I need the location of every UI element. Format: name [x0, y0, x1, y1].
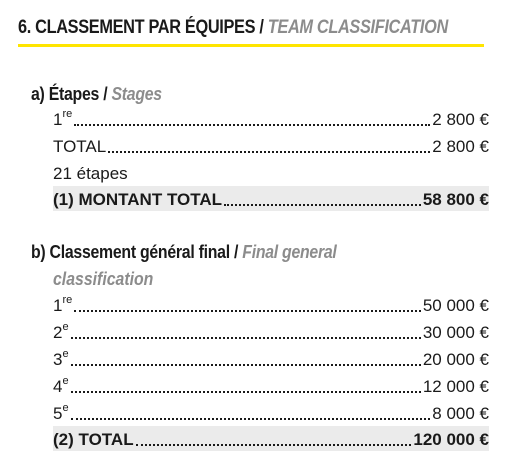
section-b-row-3: [53, 346, 489, 371]
section-a-heading-separator: /: [99, 84, 112, 104]
leader-dots: [74, 124, 430, 126]
row-label-sup: e: [62, 348, 69, 361]
row-label-text: 1: [53, 110, 63, 129]
row-amount: 30 000 €: [422, 323, 489, 342]
row-label-sup: e: [62, 321, 69, 334]
row-label: [53, 295, 72, 317]
section-a-grand-total: [53, 186, 489, 211]
section-a-row-total: [53, 133, 489, 158]
row-amount: 12 000 €: [422, 377, 489, 396]
leader-dots: [224, 204, 421, 206]
leader-dots: [71, 337, 421, 339]
leader-dots: [71, 418, 431, 420]
title-english: TEAM CLASSIFICATION: [267, 17, 448, 38]
leader-dots: [71, 391, 421, 393]
row-label-sup: re: [62, 108, 73, 121]
row-label: [53, 136, 106, 158]
leader-dots: [108, 151, 430, 153]
leader-dots: [74, 310, 421, 312]
row-label-text: 5: [53, 404, 63, 423]
row-amount: 20 000 €: [422, 350, 489, 369]
row-label-text: 4: [53, 377, 63, 396]
section-b-heading-separator: /: [229, 242, 243, 262]
section-b-heading: [31, 240, 337, 264]
section-a-note: [53, 160, 489, 185]
section-b-heading-french: b) Classement général final: [31, 242, 230, 262]
title-separator: /: [255, 17, 268, 38]
leader-dots: [71, 364, 421, 366]
section-b-heading-english-line1: Final general: [242, 242, 337, 262]
row-amount: 8 000 €: [432, 404, 489, 423]
section-a-heading: [31, 82, 162, 106]
row-label: [53, 109, 72, 131]
row-label-text: TOTAL: [53, 137, 107, 156]
row-label-sup: e: [62, 402, 69, 415]
leader-dots: [136, 444, 412, 446]
row-label: [53, 403, 69, 425]
title-underline: [18, 44, 484, 47]
section-b-heading-english-line2: classification: [53, 269, 154, 289]
total-amount: 58 800 €: [422, 190, 489, 209]
row-amount: 50 000 €: [422, 296, 489, 315]
row-label: [53, 376, 69, 398]
total-amount: 120 000 €: [413, 430, 489, 449]
row-label-text: 3: [53, 350, 63, 369]
row-label-text: 2: [53, 323, 63, 342]
row-amount: 2 800 €: [432, 137, 489, 156]
row-label-sup: re: [62, 294, 73, 307]
section-a-heading-french: a) Étapes: [31, 84, 100, 104]
section-b-row-2: [53, 319, 489, 344]
row-amount: 2 800 €: [432, 110, 489, 129]
row-label: [53, 322, 69, 344]
section-b-row-5: [53, 400, 489, 425]
section-b-grand-total: [53, 426, 489, 451]
row-label: [53, 349, 69, 371]
section-b-row-4: [53, 373, 489, 398]
row-label-sup: e: [62, 375, 69, 388]
total-label: (2) TOTAL: [53, 430, 134, 449]
note-text: 21 étapes: [53, 164, 128, 183]
section-b-row-1: [53, 292, 489, 317]
page-title: [18, 14, 482, 44]
section-a-row-1: [53, 106, 489, 131]
row-label-text: 1: [53, 296, 63, 315]
section-a-heading-english: Stages: [111, 84, 162, 104]
title-french: 6. CLASSEMENT PAR ÉQUIPES: [18, 17, 256, 38]
total-label: (1) MONTANT TOTAL: [53, 190, 223, 209]
